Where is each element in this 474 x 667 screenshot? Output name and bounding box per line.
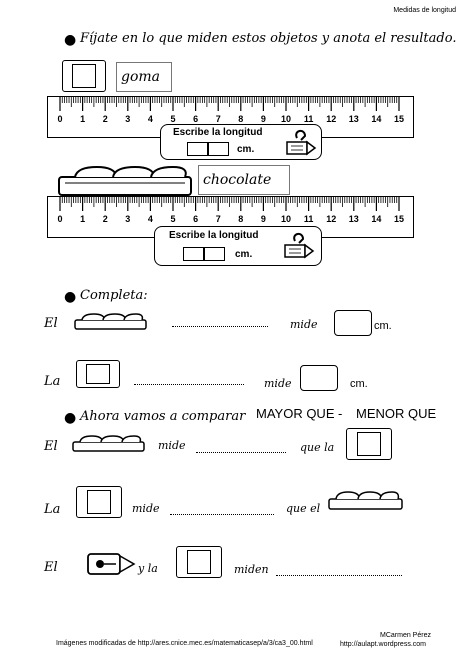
mayor-que-label: MAYOR QUE — [256, 406, 335, 421]
ruler-number: 0 — [57, 214, 63, 224]
compare2-article: La — [44, 502, 61, 517]
eraser-sleeve — [72, 64, 96, 88]
eraser-small — [176, 546, 222, 578]
header-title: Medidas de longitud — [393, 7, 456, 14]
ruler-number: 3 — [125, 214, 131, 224]
ruler-number: 1 — [80, 114, 86, 124]
ruler-number: 10 — [280, 114, 292, 124]
ruler-number: 11 — [303, 214, 314, 224]
ruler-number: 12 — [326, 214, 337, 224]
bullet-2: ● — [64, 289, 77, 305]
ruler-number: 7 — [215, 214, 221, 224]
answer-cell-2b[interactable] — [203, 247, 225, 261]
row1-blank[interactable] — [172, 326, 268, 327]
compare2-que: que el — [286, 502, 321, 515]
pencil-sharpener-image — [86, 548, 138, 580]
ruler-number: 6 — [193, 214, 199, 224]
ruler-number: 8 — [238, 214, 244, 224]
instruction-3: Ahora vamos a comparar — [80, 409, 246, 424]
pencil-sharpener-icon — [281, 231, 315, 263]
compare1-blank[interactable] — [196, 452, 286, 453]
bullet-3: ● — [64, 410, 77, 426]
footer-author: MCarmen Pérez — [380, 632, 431, 639]
compare3-article: El — [44, 560, 58, 575]
chocolate-bar-small — [328, 490, 404, 510]
ruler-number: 12 — [326, 114, 337, 124]
ruler-number: 5 — [170, 114, 176, 124]
ruler-number: 14 — [371, 214, 382, 224]
eraser-small — [76, 360, 120, 388]
pencil-sharpener-icon — [283, 128, 317, 158]
compare2-verb: mide — [132, 502, 160, 515]
ruler-number: 5 — [170, 214, 176, 224]
chocolate-bar-small — [74, 312, 148, 330]
footer-site: http://aulapt.wordpress.com — [340, 641, 426, 648]
ruler-number: 2 — [102, 214, 108, 224]
menor-que-label: MENOR QUE — [356, 406, 437, 421]
answer-unit-1: cm. — [237, 144, 255, 155]
compare3-blank[interactable] — [276, 575, 402, 576]
ruler-number: 15 — [393, 214, 405, 224]
compare3-conj: y la — [138, 562, 158, 575]
ruler-number: 0 — [57, 114, 63, 124]
eraser-small — [346, 428, 392, 460]
row2-unit: cm. — [350, 378, 368, 390]
row1-answer-square[interactable] — [334, 310, 372, 336]
row1-article: El — [44, 316, 58, 331]
object-label-goma: goma — [116, 62, 172, 92]
row1-unit: cm. — [374, 320, 392, 332]
ruler-number: 1 — [80, 214, 86, 224]
ruler-number: 15 — [393, 114, 405, 124]
answer-box-2-title: Escribe la longitud — [169, 230, 259, 241]
dash-separator: - — [338, 406, 343, 421]
compare3-verb: miden — [234, 563, 269, 576]
instruction-2: Completa: — [80, 288, 148, 303]
instruction-1: Fíjate en lo que miden estos objetos y anota el resultado. — [80, 31, 457, 46]
ruler-number: 9 — [260, 114, 266, 124]
row2-article: La — [44, 374, 61, 389]
ruler-number: 3 — [125, 114, 131, 124]
row1-verb: mide — [290, 318, 318, 331]
ruler-number: 4 — [147, 114, 153, 124]
ruler-number: 14 — [371, 114, 382, 124]
ruler-number: 2 — [102, 114, 108, 124]
row2-answer-square[interactable] — [300, 365, 338, 391]
compare2-blank[interactable] — [170, 514, 274, 515]
ruler-number: 11 — [303, 114, 314, 124]
ruler-number: 4 — [147, 214, 153, 224]
ruler-number: 13 — [348, 114, 359, 124]
compare1-verb: mide — [158, 439, 186, 452]
ruler-number: 10 — [280, 214, 292, 224]
row2-blank[interactable] — [134, 384, 244, 385]
answer-cell-1a[interactable] — [187, 142, 209, 156]
answer-box-1-title: Escribe la longitud — [173, 127, 263, 138]
chocolate-bar-image — [57, 163, 195, 197]
compare1-que: que la — [300, 441, 335, 454]
ruler-number: 13 — [348, 214, 359, 224]
ruler-number: 8 — [238, 114, 244, 124]
ruler-number: 9 — [260, 214, 266, 224]
answer-cell-1b[interactable] — [207, 142, 229, 156]
ruler-number: 7 — [215, 114, 221, 124]
compare1-article: El — [44, 439, 58, 454]
eraser-small — [76, 486, 122, 518]
eraser-image — [62, 60, 106, 92]
ruler-number: 6 — [193, 114, 199, 124]
chocolate-bar-small — [72, 434, 146, 452]
answer-box-1 — [160, 124, 322, 160]
row2-verb: mide — [264, 377, 292, 390]
answer-box-2 — [154, 226, 322, 266]
object-label-chocolate: chocolate — [198, 165, 290, 195]
answer-cell-2a[interactable] — [183, 247, 205, 261]
footer-credit: Imágenes modificadas de http://ares.cnice.mec.es/matematicasep/a/3/ca3_00.html — [56, 640, 313, 647]
answer-unit-2: cm. — [235, 249, 253, 260]
bullet-1: ● — [64, 32, 77, 48]
